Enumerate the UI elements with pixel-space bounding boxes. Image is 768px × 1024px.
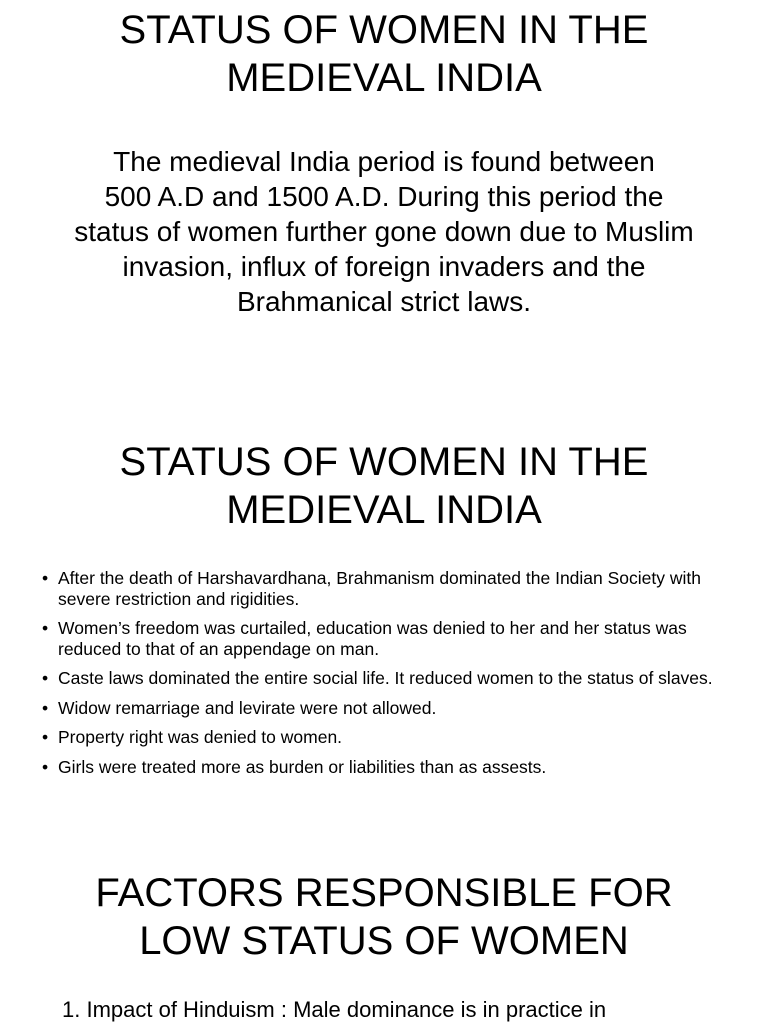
- slide-status-bullets: [0, 438, 768, 786]
- bullet-item: [42, 618, 728, 659]
- slide-title: FACTORS RESPONSIBLE FOR LOW STATUS OF WOMEN: [95, 871, 673, 963]
- bullet-list: [0, 568, 768, 777]
- bullet-text: Property right was denied to women.: [58, 727, 343, 747]
- bullet-icon: •: [42, 697, 49, 718]
- bullet-text: Girls were treated more as burden or liabilities than as assests.: [58, 756, 547, 777]
- bullet-text: Caste laws dominated the entire social life. It reduced women to the status of slaves.: [58, 668, 713, 688]
- bullet-icon: •: [42, 618, 49, 638]
- bullet-icon: •: [42, 668, 49, 688]
- bullet-item: [42, 698, 728, 719]
- numbered-list: [0, 997, 768, 1023]
- slide-intro: [0, 6, 768, 319]
- bullet-item: [42, 568, 728, 609]
- bullet-item: [42, 727, 728, 748]
- bullet-item: [42, 668, 728, 689]
- bullet-icon: •: [42, 756, 49, 777]
- slide-title: STATUS OF WOMEN IN THE MEDIEVAL INDIA: [119, 8, 649, 100]
- bullet-item: [42, 757, 728, 778]
- numbered-item: 1. Impact of Hinduism : Male dominance is in practice in: [62, 997, 607, 1022]
- bullet-text: Widow remarriage and levirate were not allowed.: [58, 697, 437, 718]
- slide-title: STATUS OF WOMEN IN THE MEDIEVAL INDIA: [119, 440, 649, 532]
- slide-body-text: The medieval India period is found between 500 A.D and 1500 A.D. During this period the status of women further gone down due to Muslim invasion, influx of foreign invaders and the Brahmanical strict laws.: [74, 146, 694, 317]
- bullet-text: After the death of Harshavardhana, Brahmanism dominated the Indian Society with severe restriction and rigidities.: [58, 568, 702, 609]
- slide-factors: [0, 869, 768, 1023]
- bullet-text: Women’s freedom was curtailed, education was denied to her and her status was reduced to that of an appendage on man.: [58, 618, 687, 659]
- bullet-icon: •: [42, 727, 49, 747]
- bullet-icon: •: [42, 568, 49, 588]
